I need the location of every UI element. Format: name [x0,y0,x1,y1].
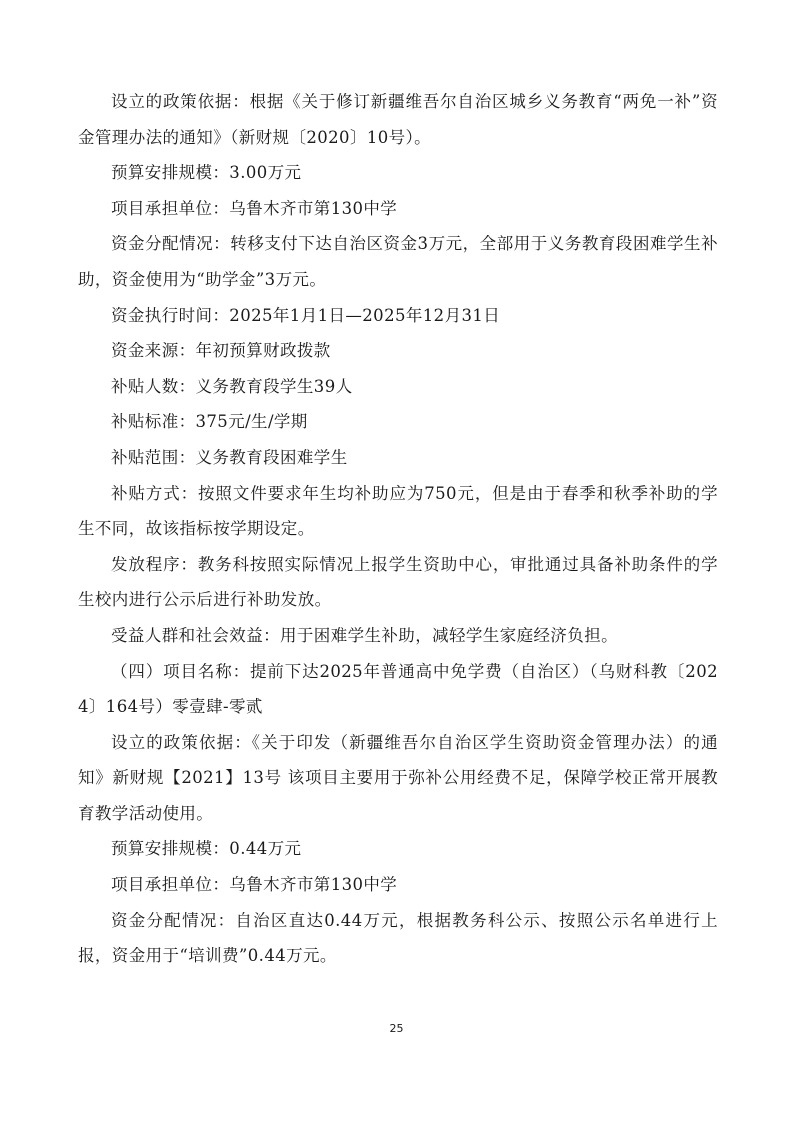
paragraph-subsidy-count: 补贴人数：义务教育段学生39人 [111,376,353,396]
body-text [78,84,718,974]
paragraph-budget-scale-1: 预算安排规模：3.00万元 [111,163,302,183]
paragraph-subsidy-standard: 补贴标准：375元/生/学期 [111,412,308,432]
paragraph-undertaking-unit-2: 项目承担单位：乌鲁木齐市第130中学 [111,875,398,895]
paragraph-policy-basis-1: 设立的政策依据：根据《关于修订新疆维吾尔自治区城乡义务教育“两免一补”资金管理办法的通知》（新财规〔2020〕10号）。 [78,92,718,147]
paragraph-undertaking-unit-1: 项目承担单位：乌鲁木齐市第130中学 [111,198,398,218]
paragraph-budget-scale-2: 预算安排规模：0.44万元 [111,839,302,859]
paragraph-fund-allocation-2: 资金分配情况：自治区直达0.44万元，根据教务科公示、按照公示名单进行上报，资金用于“培训费”0.44万元。 [78,910,718,966]
paragraph-policy-basis-2: 设立的政策依据：《关于印发（新疆维吾尔自治区学生资助资金管理办法）的通知》新财规【2021】13号 该项目主要用于弥补公用经费不足，保障学校正常开展教育教学活动使用。 [78,732,718,823]
paragraph-fund-allocation-1: 资金分配情况：转移支付下达自治区资金3万元，全部用于义务教育段困难学生补助，资金使用为“助学金”3万元。 [78,234,718,289]
paragraph-project-name-4: （四）项目名称：提前下达2025年普通高中免学费（自治区）（乌财科教〔2024〕164号）零壹肆-零贰 [78,661,718,717]
paragraph-beneficiaries: 受益人群和社会效益：用于困难学生补助，减轻学生家庭经济负担。 [111,625,618,645]
paragraph-distribution-procedure: 发放程序：教务科按照实际情况上报学生资助中心，审批通过具备补助条件的学生校内进行公示后进行补助发放。 [78,554,718,610]
paragraph-subsidy-method: 补贴方式：按照文件要求年生均补助应为750元，但是由于春季和秋季补助的学生不同，故该指标按学期设定。 [78,483,718,539]
paragraph-execution-time: 资金执行时间：2025年1月1日—2025年12月31日 [111,305,501,325]
paragraph-subsidy-scope: 补贴范围：义务教育段困难学生 [111,447,348,467]
paragraph-fund-source: 资金来源：年初预算财政拨款 [111,341,331,361]
page-number: 25 [389,1022,404,1035]
